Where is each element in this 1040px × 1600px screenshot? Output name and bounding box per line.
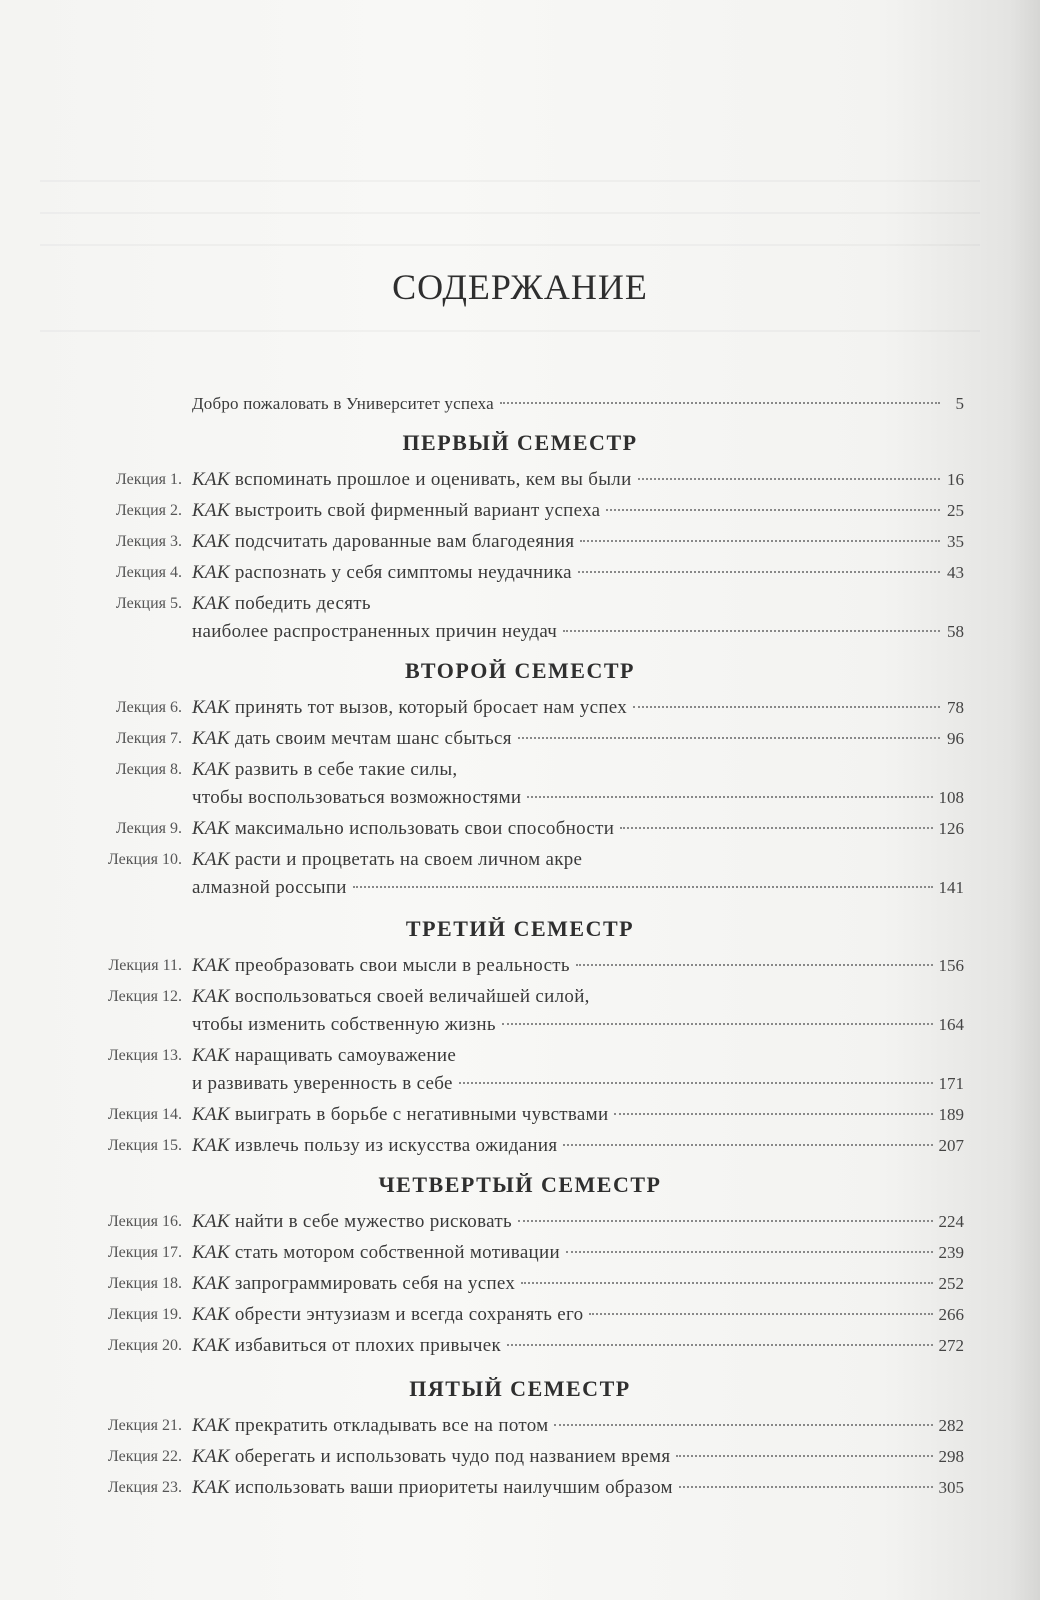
dot-leader — [606, 509, 940, 511]
kak-prefix: КАК — [192, 1304, 230, 1325]
toc-entry-text — [192, 952, 570, 980]
toc-entry-text — [192, 528, 574, 556]
lecture-number: Лекция 4. — [115, 564, 182, 581]
dot-leader — [638, 478, 940, 480]
bleed-through-line — [40, 244, 980, 246]
lecture-number: Лекция 12. — [107, 988, 182, 1005]
toc-page-number: 298 — [938, 1447, 964, 1466]
toc-entry-line: выиграть в борьбе с негативными чувствами — [234, 1104, 609, 1125]
toc-entry-line: обрести энтузиазм и всегда сохранять его — [234, 1304, 584, 1325]
toc-page-number: 25 — [947, 501, 964, 520]
lecture-number: Лекция 9. — [115, 820, 182, 837]
toc-entry-text — [192, 694, 627, 722]
dot-leader — [580, 540, 940, 542]
toc-entry[interactable] — [192, 528, 964, 556]
toc-entry-text — [192, 1101, 608, 1129]
toc-entry[interactable] — [192, 756, 964, 784]
page-title: СОДЕРЖАНИЕ — [392, 267, 648, 307]
dot-leader — [518, 737, 940, 739]
toc-entry[interactable] — [192, 466, 964, 494]
semester-heading: ТРЕТИЙ СЕМЕСТР — [405, 916, 635, 941]
lecture-number: Лекция 11. — [108, 957, 182, 974]
toc-entry-line: расти и процветать на своем личном акре — [234, 849, 583, 870]
kak-prefix: КАК — [192, 849, 230, 870]
toc-entry-line: стать мотором собственной мотивации — [234, 1242, 560, 1263]
toc-entry-line: подсчитать дарованные вам благодеяния — [234, 531, 575, 552]
toc-entry-line: чтобы изменить собственную жизнь — [192, 1014, 496, 1035]
kak-prefix: КАК — [192, 1446, 230, 1467]
kak-prefix: КАК — [192, 759, 230, 780]
toc-entry-line: принять тот вызов, который бросает нам успех — [234, 697, 628, 718]
toc-entry[interactable] — [192, 1101, 964, 1129]
toc-entry-text — [192, 1443, 670, 1471]
toc-entry[interactable] — [192, 1270, 964, 1298]
toc-entry-line: найти в себе мужество рисковать — [234, 1211, 512, 1232]
toc-entry[interactable] — [192, 1042, 964, 1070]
kak-prefix: КАК — [192, 593, 230, 614]
toc-entry-text — [192, 1301, 583, 1329]
toc-entry-text — [192, 1132, 557, 1160]
toc-entry[interactable] — [192, 618, 964, 646]
toc-page-number: 58 — [947, 622, 964, 641]
toc-entry[interactable] — [192, 1239, 964, 1267]
lecture-number: Лекция 7. — [115, 730, 182, 747]
toc-entry-line: алмазной россыпи — [192, 877, 347, 898]
lecture-number: Лекция 1. — [115, 471, 182, 488]
toc-entry-line: выстроить свой фирменный вариант успеха — [234, 500, 601, 521]
toc-entry-line: наращивать самоуважение — [234, 1045, 457, 1066]
toc-entry-line: дать своим мечтам шанс сбыться — [234, 728, 512, 749]
toc-page-number: 171 — [938, 1074, 964, 1093]
toc-entry-line: вспоминать прошлое и оценивать, кем вы были — [234, 469, 632, 490]
toc-entry-line: запрограммировать себя на успех — [234, 1273, 516, 1294]
toc-entry-text — [192, 1474, 673, 1502]
toc-entry[interactable] — [192, 1443, 964, 1471]
toc-entry-text — [192, 1070, 453, 1098]
toc-entry-text — [192, 1239, 560, 1267]
toc-entry-text — [192, 1412, 548, 1440]
toc-entry-line: развить в себе такие силы, — [234, 759, 458, 780]
toc-page-number: 78 — [947, 698, 964, 717]
toc-entry-text — [192, 986, 590, 1007]
toc-entry[interactable] — [192, 1070, 964, 1098]
toc-page-number: 5 — [955, 394, 964, 413]
kak-prefix: КАК — [192, 728, 230, 749]
kak-prefix: КАК — [192, 955, 230, 976]
dot-leader — [633, 706, 940, 708]
dot-leader — [563, 630, 940, 632]
toc-entry-line: и развивать уверенность в себе — [192, 1073, 453, 1094]
toc-entry[interactable] — [192, 1011, 964, 1039]
toc-entry-text — [192, 593, 371, 614]
bleed-through-line — [40, 330, 980, 332]
dot-leader — [521, 1282, 932, 1284]
toc-entry[interactable] — [192, 1412, 964, 1440]
toc-entry-line: прекратить откладывать все на потом — [234, 1415, 549, 1436]
kak-prefix: КАК — [192, 1477, 230, 1498]
dot-leader — [589, 1313, 932, 1315]
kak-prefix: КАК — [192, 1415, 230, 1436]
toc-entry-text — [192, 815, 614, 843]
lecture-number: Лекция 17. — [107, 1244, 182, 1261]
toc-entry[interactable] — [192, 846, 964, 874]
lecture-number: Лекция 13. — [107, 1047, 182, 1064]
toc-entry-line: оберегать и использовать чудо под названием время — [234, 1446, 671, 1467]
toc-entry-text — [192, 759, 457, 780]
toc-page-number: 108 — [938, 788, 964, 807]
toc-page-number: 35 — [947, 532, 964, 551]
lecture-number: Лекция 21. — [107, 1417, 182, 1434]
toc-entry-line: преобразовать свои мысли в реальность — [234, 955, 570, 976]
lecture-number: Лекция 3. — [115, 533, 182, 550]
toc-page-number: 96 — [947, 729, 964, 748]
dot-leader — [563, 1144, 932, 1146]
dot-leader — [620, 827, 932, 829]
toc-page-number: 252 — [938, 1274, 964, 1293]
toc-page-number: 282 — [938, 1416, 964, 1435]
toc-entry-line: извлечь пользу из искусства ожидания — [234, 1135, 558, 1156]
kak-prefix: КАК — [192, 1242, 230, 1263]
dot-leader — [507, 1344, 932, 1346]
toc-entry-text — [192, 1045, 456, 1066]
lecture-number: Лекция 5. — [115, 595, 182, 612]
kak-prefix: КАК — [192, 1104, 230, 1125]
kak-prefix: КАК — [192, 1273, 230, 1294]
toc-entry-text — [192, 1011, 496, 1039]
toc-entry-text — [192, 784, 521, 812]
toc-entry-line: чтобы воспользоваться возможностями — [192, 787, 522, 808]
semester-heading: ЧЕТВЕРТЫЙ СЕМЕСТР — [378, 1172, 662, 1197]
toc-entry[interactable] — [192, 784, 964, 812]
toc-entry[interactable] — [192, 983, 964, 1011]
dot-leader — [527, 796, 932, 798]
dot-leader — [554, 1424, 932, 1426]
toc-entry-line: распознать у себя симптомы неудачника — [234, 562, 572, 583]
toc-page-number: 272 — [938, 1336, 964, 1355]
dot-leader — [679, 1486, 933, 1488]
dot-leader — [500, 402, 940, 404]
toc-entry[interactable] — [192, 590, 964, 618]
toc-entry-text — [192, 874, 347, 902]
toc-entry-line: наиболее распространенных причин неудач — [192, 621, 558, 642]
lecture-number: Лекция 6. — [115, 699, 182, 716]
semester-heading: ВТОРОЙ СЕМЕСТР — [405, 658, 635, 683]
toc-entry[interactable] — [192, 1332, 964, 1360]
toc-entry-text — [192, 618, 557, 646]
toc-entry-line: использовать ваши приоритеты наилучшим образом — [234, 1477, 673, 1498]
toc-page-number: 141 — [938, 878, 964, 897]
toc-entry[interactable] — [192, 952, 964, 980]
dot-leader — [459, 1082, 933, 1084]
toc-entry[interactable] — [192, 874, 964, 902]
kak-prefix: КАК — [192, 1335, 230, 1356]
lecture-number: Лекция 23. — [107, 1479, 182, 1496]
toc-page-number: 224 — [938, 1212, 964, 1231]
semester-heading: ПЯТЫЙ СЕМЕСТР — [409, 1376, 631, 1401]
toc-entry[interactable] — [192, 1474, 964, 1502]
toc-entry[interactable] — [192, 559, 964, 587]
toc-page-number: 43 — [947, 563, 964, 582]
bleed-through-line — [40, 180, 980, 182]
dot-leader — [502, 1023, 933, 1025]
toc-entry[interactable] — [192, 1301, 964, 1329]
lecture-number: Лекция 20. — [107, 1337, 182, 1354]
bleed-through-line — [40, 212, 980, 214]
lecture-number: Лекция 14. — [107, 1106, 182, 1123]
toc-page-number: 156 — [938, 956, 964, 975]
dot-leader — [353, 886, 933, 888]
toc-entry-text — [192, 1332, 501, 1360]
kak-prefix: КАК — [192, 1135, 230, 1156]
toc-entry-text: Добро пожаловать в Университет успеха — [192, 394, 494, 413]
toc-page-number: 266 — [938, 1305, 964, 1324]
dot-leader — [676, 1455, 932, 1457]
dot-leader — [566, 1251, 933, 1253]
kak-prefix: КАК — [192, 1045, 230, 1066]
lecture-number: Лекция 19. — [107, 1306, 182, 1323]
kak-prefix: КАК — [192, 818, 230, 839]
toc-entry-line: максимально использовать свои способности — [234, 818, 615, 839]
toc-entry-line: воспользоваться своей величайшей силой, — [234, 986, 590, 1007]
semester-heading: ПЕРВЫЙ СЕМЕСТР — [402, 430, 638, 455]
toc-entry-text — [192, 497, 600, 525]
toc-page-number: 126 — [938, 819, 964, 838]
toc-page-number: 305 — [938, 1478, 964, 1497]
dot-leader — [578, 571, 940, 573]
lecture-number: Лекция 10. — [107, 851, 182, 868]
toc-entry[interactable] — [192, 815, 964, 843]
toc-entry-text — [192, 1208, 512, 1236]
toc-entry-line: победить десять — [234, 593, 371, 614]
toc-entry[interactable] — [192, 1208, 964, 1236]
toc-page-number: 189 — [938, 1105, 964, 1124]
kak-prefix: КАК — [192, 697, 230, 718]
toc-entry[interactable] — [192, 694, 964, 722]
toc-entry[interactable] — [192, 497, 964, 525]
toc-page-number: 239 — [938, 1243, 964, 1262]
kak-prefix: КАК — [192, 986, 230, 1007]
toc-entry-text — [192, 466, 632, 494]
kak-prefix: КАК — [192, 500, 230, 521]
kak-prefix: КАК — [192, 562, 230, 583]
toc-entry-text — [192, 1270, 515, 1298]
lecture-number: Лекция 16. — [107, 1213, 182, 1230]
toc-entry-text — [192, 849, 582, 870]
dot-leader — [614, 1113, 932, 1115]
toc-page-number: 16 — [947, 470, 964, 489]
lecture-number: Лекция 18. — [107, 1275, 182, 1292]
lecture-number: Лекция 22. — [107, 1448, 182, 1465]
toc-entry[interactable] — [192, 725, 964, 753]
toc-entry-text — [192, 559, 572, 587]
toc-entry-welcome[interactable] — [192, 390, 964, 418]
dot-leader — [518, 1220, 933, 1222]
dot-leader — [576, 964, 933, 966]
lecture-number: Лекция 2. — [115, 502, 182, 519]
lecture-number: Лекция 15. — [107, 1137, 182, 1154]
toc-entry[interactable] — [192, 1132, 964, 1160]
toc-page-number: 207 — [938, 1136, 964, 1155]
kak-prefix: КАК — [192, 1211, 230, 1232]
toc-entry-line: избавиться от плохих привычек — [234, 1335, 502, 1356]
toc-page-number: 164 — [938, 1015, 964, 1034]
kak-prefix: КАК — [192, 531, 230, 552]
kak-prefix: КАК — [192, 469, 230, 490]
lecture-number: Лекция 8. — [115, 761, 182, 778]
toc-entry-text — [192, 725, 512, 753]
